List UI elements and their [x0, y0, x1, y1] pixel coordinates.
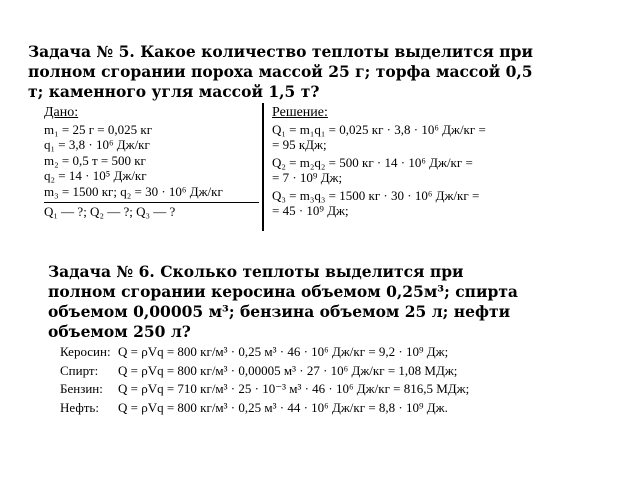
row-formula: Q = ρVq = 800 кг/м³ · 0,25 м³ · 44 · 10⁶ Дж/кг = 8,8 · 10⁹ Дж. — [118, 399, 448, 415]
row-formula: Q = ρVq = 710 кг/м³ · 25 · 10⁻³ м³ · 46 · 10⁶ Дж/кг = 816,5 МДж; — [118, 381, 470, 396]
row-label: Спирт: — [60, 362, 99, 378]
solution-line: = 45 · 10⁹ Дж; — [272, 203, 349, 218]
row-label: Бензин: — [60, 381, 103, 396]
task5-title: Задача № 5. Какое количество теплоты выделится при полном сгорании пороха массой 25 г; торфа массой 0,5 т; каменного угля массой 1,5 т? — [28, 42, 533, 101]
row-formula: Q = ρVq = 800 кг/м³ · 0,00005 м³ · 27 · 10⁶ Дж/кг = 1,08 МДж; — [118, 362, 458, 378]
find-line: Q₁ — ?; Q₂ — ?; Q₃ — ? — [44, 202, 259, 220]
task6-row-oil — [60, 399, 620, 418]
task6-title: Задача № 6. Сколько теплоты выделится при полном сгорании керосина объемом 0,25м³; спирта объемом 0,00005 м³; бензина объемом 25 л; нефти объемом 250 л? — [48, 262, 518, 341]
task6-row-gasoline — [60, 380, 620, 399]
solution-line: Q₁ = m₁q₁ = 0,025 кг · 3,8 · 10⁶ Дж/кг = — [272, 121, 486, 137]
given-line: q₂ = 14 · 10⁵ Дж/кг — [44, 168, 147, 183]
given-line: m₁ = 25 г = 0,025 кг — [44, 121, 153, 137]
given-header: Дано: — [44, 105, 79, 120]
task5-solution-block — [272, 105, 572, 221]
task6-row-kerosene — [60, 343, 620, 362]
solution-line: Q₃ = m₃q₃ = 1500 кг · 30 · 10⁶ Дж/кг = — [272, 187, 480, 203]
given-line: q₁ = 3,8 · 10⁶ Дж/кг — [44, 137, 150, 152]
given-line: m₃ = 1500 кг; q₂ = 30 · 10⁶ Дж/кг — [44, 183, 223, 199]
task5-given-block — [44, 105, 259, 220]
solution-header: Решение: — [272, 105, 328, 120]
solution-line: = 95 кДж; — [272, 137, 327, 152]
row-label: Керосин: — [60, 344, 111, 359]
row-label: Нефть: — [60, 399, 99, 415]
solution-line: Q₂ = m₂q₂ = 500 кг · 14 · 10⁶ Дж/кг = — [272, 154, 473, 170]
divider-line — [262, 103, 264, 231]
solution-line: = 7 · 10⁹ Дж; — [272, 170, 343, 185]
task6-solutions — [60, 343, 620, 417]
row-formula: Q = ρVq = 800 кг/м³ · 0,25 м³ · 46 · 10⁶ Дж/кг = 9,2 · 10⁹ Дж; — [118, 344, 449, 359]
given-line: m₂ = 0,5 т = 500 кг — [44, 152, 146, 168]
task6-row-alcohol — [60, 362, 620, 381]
